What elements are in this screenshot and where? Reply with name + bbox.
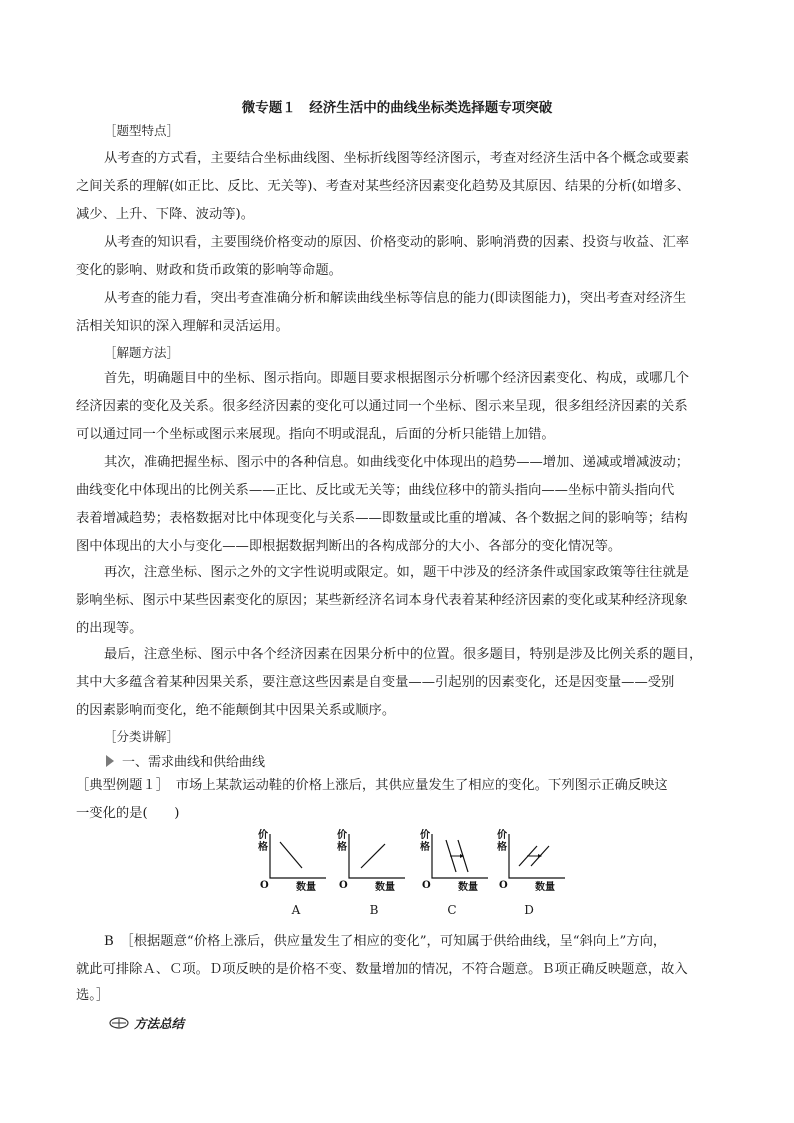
paragraph-line: 的出现等。 — [76, 621, 143, 636]
chart-d-svg — [497, 828, 567, 892]
paragraph-line: 其中大多蕴含着某种因果关系，要注意这些因素是自变量——引起别的因素变化，还是因变量——受别 — [76, 675, 675, 690]
supply-curve — [361, 844, 385, 868]
origin-label: O — [260, 880, 269, 891]
subsection-heading — [106, 751, 265, 770]
example-question-line: ［典型例题１］ 市场上某款运动鞋的价格上涨后，其供应量发生了相应的变化。下列图示正确反映这 — [76, 778, 668, 793]
method-summary-icon — [108, 1016, 130, 1030]
example-question-line: 一变化的是( ) — [76, 806, 180, 821]
x-axis-label: 数量 — [296, 882, 316, 892]
paragraph-line: 首先，明确题目中的坐标、图示指向。即题目要求根据图示分析哪个经济因素变化、构成，或哪几个 — [104, 371, 690, 386]
section-label-method: ［解题方法］ — [104, 345, 180, 360]
chart-option-a — [258, 828, 328, 892]
y-axis-label-1: 价 — [420, 830, 430, 841]
x-axis-label: 数量 — [458, 882, 478, 892]
axes — [349, 834, 405, 878]
option-label-a: A — [291, 903, 301, 917]
origin-label: O — [499, 880, 508, 891]
answer-line: 就此可排除Ａ、Ｃ项。Ｄ项反映的是价格不变、数量增加的情况，不符合题意。Ｂ项正确反映题意，故入 — [76, 962, 688, 977]
chart-c-svg — [420, 828, 490, 892]
paragraph-line: 再次，注意坐标、图示之外的文字性说明或限定。如，题干中涉及的经济条件或国家政策等往往就是 — [104, 565, 690, 580]
option-label-b: B — [369, 903, 379, 917]
section-label-features: ［题型特点］ — [104, 123, 180, 138]
section-label-category: ［分类讲解］ — [104, 729, 180, 744]
paragraph-line: 曲线变化中体现出的比例关系——正比、反比或无关等；曲线位移中的箭头指向——坐标中箭头指向代 — [76, 483, 675, 498]
paragraph-line: 经济因素的变化及关系。很多经济因素的变化可以通过同一个坐标、图示来呈现，很多组经济因素的关系 — [76, 399, 688, 414]
paragraph-line: 最后，注意坐标、图示中各个经济因素在因果分析中的位置。很多题目，特别是涉及比例关系的题目， — [104, 647, 703, 662]
paragraph-line: 从考查的方式看，主要结合坐标曲线图、坐标折线图等经济图示，考查对经济生活中各个概念或要素 — [104, 151, 690, 166]
paragraph-line: 活相关知识的深入理解和灵活运用。 — [76, 319, 289, 334]
paragraph-line: 从考查的能力看，突出考查准确分析和解读曲线坐标等信息的能力(即读图能力)，突出考查对经济生 — [104, 291, 687, 306]
paragraph-line: 可以通过同一个坐标或图示来展现。指向不明或混乱，后面的分析只能错上加错。 — [76, 427, 555, 442]
paragraph-line: 变化的影响、财政和货币政策的影响等命题。 — [76, 263, 342, 278]
x-axis-label: 数量 — [375, 882, 395, 892]
y-axis-label-2: 格 — [258, 842, 268, 853]
chart-b-svg — [337, 828, 407, 892]
paragraph-line: 图中体现出的大小与变化——即根据数据判断出的各构成部分的大小、各部分的变化情况等。 — [76, 539, 622, 554]
answer-line: B ［根据题意“价格上涨后，供应量发生了相应的变化”，可知属于供给曲线，呈“斜向上”方向， — [104, 934, 667, 949]
method-summary-label: 方法总结 — [134, 1016, 185, 1031]
option-label-d: D — [524, 903, 534, 917]
y-axis-label-1: 价 — [497, 830, 507, 841]
option-label-c: C — [447, 903, 457, 917]
chart-option-d — [497, 828, 567, 892]
y-axis-label-1: 价 — [258, 830, 268, 841]
y-axis-label-2: 格 — [420, 842, 430, 853]
paragraph-line: 影响坐标、图示中某些因素变化的原因；某些新经济名词本身代表着某种经济因素的变化或某种经济现象 — [76, 593, 688, 608]
method-summary-heading — [108, 1014, 184, 1032]
chart-option-c — [420, 828, 490, 892]
chart-a-svg — [258, 828, 328, 892]
page-title: 微专题１ 经济生活中的曲线坐标类选择题专项突破 — [241, 100, 553, 116]
answer-line: 选。］ — [76, 988, 110, 1003]
paragraph-line: 从考查的知识看，主要围绕价格变动的原因、价格变动的影响、影响消费的因素、投资与收益、汇率 — [104, 235, 690, 250]
y-axis-label-2: 格 — [497, 842, 507, 853]
axes — [270, 834, 326, 878]
y-axis-label-1: 价 — [337, 830, 347, 841]
paragraph-line: 之间关系的理解(如正比、反比、无关等)、考查对某些经济因素变化趋势及其原因、结果的分析(如增多、 — [76, 179, 690, 194]
subsection-title: 一、需求曲线和供给曲线 — [122, 755, 266, 770]
origin-label: O — [339, 880, 348, 891]
demand-curve — [280, 842, 302, 868]
paragraph-line: 的因素影响而变化，绝不能颠倒其中因果关系或顺序。 — [76, 703, 396, 718]
x-axis-label: 数量 — [535, 882, 555, 892]
paragraph-line: 其次，准确把握坐标、图示中的各种信息。如曲线变化中体现出的趋势——增加、递减或增减波动； — [104, 455, 690, 470]
paragraph-line: 减少、上升、下降、波动等)。 — [76, 207, 255, 222]
paragraph-line: 表着增减趋势；表格数据对比中体现变化与关系——即数量或比重的增减、各个数据之间的影响等；结构 — [76, 511, 688, 526]
y-axis-label-2: 格 — [337, 842, 347, 853]
chart-option-b — [337, 828, 407, 892]
triangle-bullet-icon — [106, 755, 114, 767]
origin-label: O — [422, 880, 431, 891]
